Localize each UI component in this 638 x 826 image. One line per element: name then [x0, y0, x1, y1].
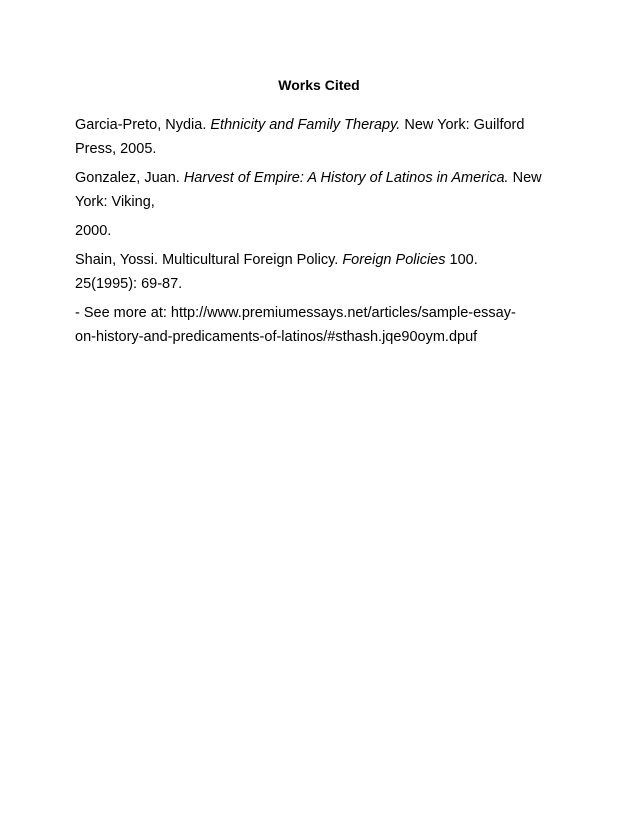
- source-note-line: on-history-and-predicaments-of-latinos/#sthash.jqe90oym.dpuf: [75, 329, 478, 345]
- citation-year: 2000.: [75, 223, 112, 239]
- source-note-line: - See more at: http://www.premiumessays.net/articles/sample-essay-: [75, 305, 516, 321]
- citation-author: Gonzalez, Juan.: [75, 170, 180, 186]
- citation-author: Garcia-Preto, Nydia.: [75, 117, 207, 133]
- citation-publisher-cont: York: Viking,: [75, 194, 155, 210]
- citation-publisher: New York: Guilford: [404, 117, 525, 133]
- citation-entry: [75, 113, 563, 161]
- citation-line: [75, 248, 563, 272]
- source-note: [75, 301, 563, 349]
- citation-line: [75, 113, 563, 137]
- citation-entry: [75, 166, 563, 214]
- citation-issue-pages: 25(1995): 69-87.: [75, 276, 183, 292]
- citation-publisher: New: [512, 170, 542, 186]
- citation-title: Ethnicity and Family Therapy.: [210, 117, 401, 133]
- citation-journal: Foreign Policies: [342, 252, 446, 268]
- page-title: Works Cited: [278, 77, 360, 93]
- citation-title: Harvest of Empire: A History of Latinos in America.: [183, 170, 509, 186]
- citation-article-title: Multicultural Foreign Policy.: [162, 252, 339, 268]
- citation-publisher-cont: Press, 2005.: [75, 141, 157, 157]
- citation-entry: [75, 248, 563, 296]
- works-cited-list: [75, 113, 563, 349]
- citation-entry-year: [75, 219, 563, 243]
- citation-volume: 100.: [449, 252, 478, 268]
- citation-author: Shain, Yossi.: [75, 252, 159, 268]
- citation-line: [75, 166, 563, 190]
